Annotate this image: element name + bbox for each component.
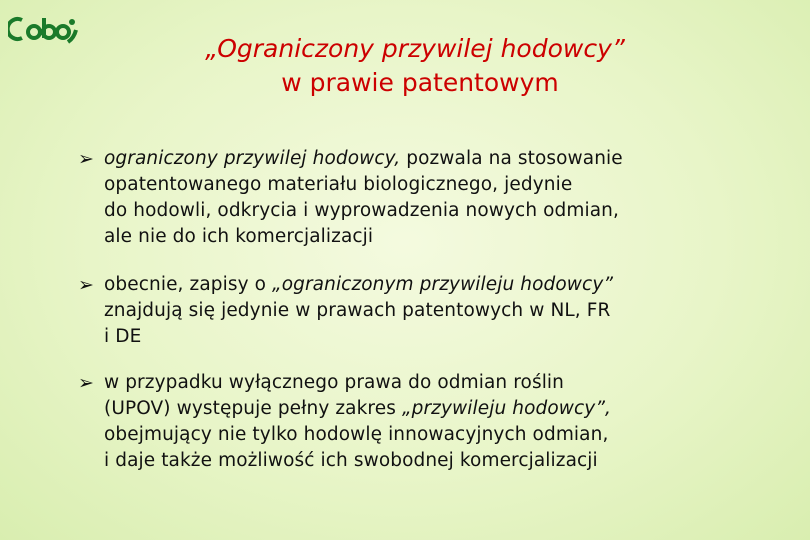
bullet-line: znajdują się jedynie w prawach patentowych w NL, FR bbox=[104, 300, 611, 321]
bullet-italic-phrase: „przywileju hodowcy”, bbox=[401, 398, 611, 419]
bullet-italic-lead: ograniczony przywilej hodowcy, bbox=[104, 148, 401, 169]
bullet-text-part: obecnie, zapisy o bbox=[104, 274, 273, 295]
bullet-text-part: pozwala na stosowanie bbox=[400, 148, 623, 169]
arrow-bullet-icon: ➢ bbox=[78, 148, 94, 170]
slide-title-line1: „Ograniczony przywilej hodowcy” bbox=[205, 34, 625, 63]
bullet-list bbox=[78, 146, 758, 492]
bullet-line: ale nie do ich komercjalizacji bbox=[104, 226, 374, 247]
bullet-line: opatentowanego materiału biologicznego, jedynie bbox=[104, 174, 573, 195]
bullet-text bbox=[104, 146, 623, 250]
arrow-bullet-icon: ➢ bbox=[78, 274, 94, 296]
bullet-text bbox=[104, 370, 611, 474]
bullet-text-part: (UPOV) występuje pełny zakres bbox=[104, 398, 402, 419]
slide-title-line2: w prawie patentowym bbox=[281, 68, 559, 97]
bullet-line: obejmujący nie tylko hodowlę innowacyjnych odmian, bbox=[104, 424, 609, 445]
bullet-line: w przypadku wyłącznego prawa do odmian roślin bbox=[104, 372, 564, 393]
bullet-item bbox=[78, 146, 758, 250]
bullet-item bbox=[78, 370, 758, 474]
bullet-line: i daje także możliwość ich swobodnej komercjalizacji bbox=[104, 450, 598, 471]
bullet-line: do hodowli, odkrycia i wyprowadzenia nowych odmian, bbox=[104, 200, 619, 221]
bullet-item bbox=[78, 272, 758, 350]
bullet-text bbox=[104, 272, 613, 350]
arrow-bullet-icon: ➢ bbox=[78, 372, 94, 394]
bullet-line: i DE bbox=[104, 326, 142, 347]
bullet-italic-phrase: „ograniczonym przywileju hodowcy” bbox=[272, 274, 614, 295]
